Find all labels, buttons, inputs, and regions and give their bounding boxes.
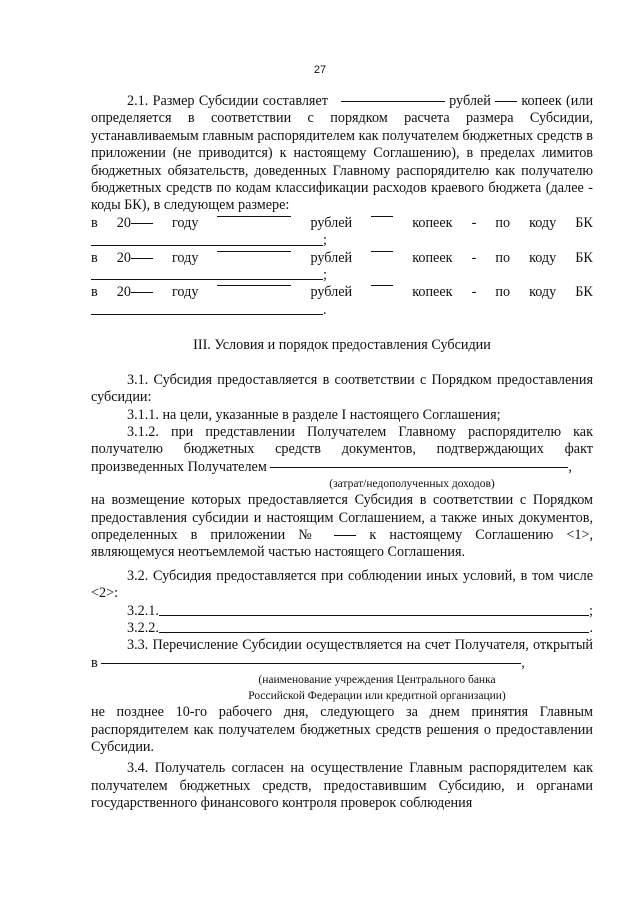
kop-blank[interactable] — [371, 215, 393, 217]
kop-label: копеек — [412, 284, 453, 301]
clause-end: , — [521, 654, 525, 671]
page-number: 27 — [313, 64, 327, 76]
v-label: в — [91, 249, 98, 266]
document-body — [91, 93, 593, 813]
year-blank[interactable] — [131, 291, 153, 293]
year-label: 20 — [116, 214, 131, 231]
bk-label: БК — [575, 214, 593, 231]
clause-label: 3.2.2. — [127, 619, 159, 636]
clause-3-3-after: не позднее 10-го рабочего дня, следующего за днем принятия Главным распорядителем как получателем бюджетных средств решения о предоставлении Субсидии. — [91, 704, 593, 755]
year-row-1 — [91, 215, 593, 250]
kop-blank[interactable] — [371, 284, 393, 286]
year-blank[interactable] — [131, 222, 153, 224]
clause-label: 3.2.1. — [127, 602, 159, 619]
bk-code-blank[interactable] — [91, 244, 323, 246]
dash: - — [471, 249, 477, 266]
bank-caption-1: (наименование учреждения Центрального банка — [258, 674, 496, 687]
bank-blank[interactable] — [101, 662, 521, 664]
year-blank[interactable] — [131, 257, 153, 259]
clause-2-1 — [91, 93, 593, 215]
costs-blank[interactable] — [270, 466, 568, 468]
v-label: в — [91, 284, 98, 301]
v-label: в — [91, 214, 98, 231]
po-label: по — [495, 284, 511, 301]
rub-label: рублей — [310, 214, 353, 231]
dash: - — [471, 214, 477, 231]
clause-3-4: 3.4. Получатель согласен на осуществление Главным распорядителем как получателем бюджетных средств, предоставившим Субсидию, и органами государственного финансового контроля проверок соблюдения — [91, 760, 593, 812]
bk-label: БК — [575, 249, 593, 266]
clause-3-1: 3.1. Субсидия предоставляется в соответствии с Порядком предоставления субсидии: — [91, 371, 593, 406]
clause-end: . — [589, 619, 593, 636]
clause-3-1-1: 3.1.1. на цели, указанные в разделе I настоящего Соглашения; — [127, 406, 501, 423]
condition-blank[interactable] — [159, 631, 590, 633]
clause-2-1-start: 2.1. Размер Субсидии составляет — [127, 93, 328, 109]
clause-3-2: 3.2. Субсидия предоставляется при соблюдении иных условий, в том числе <2>: — [91, 567, 593, 602]
clause-3-2-1 — [91, 603, 593, 620]
kop-label: копеек — [412, 214, 453, 231]
bank-caption-2: Российской Федерации или кредитной организации) — [248, 690, 506, 703]
costs-caption: (затрат/недополученных доходов) — [329, 478, 495, 491]
god-label: году — [171, 249, 199, 266]
bk-code-blank[interactable] — [91, 313, 323, 315]
appendix-number-blank[interactable] — [334, 534, 356, 536]
row-end: ; — [323, 232, 327, 249]
bk-code-blank[interactable] — [91, 278, 323, 280]
after-text-b: к настоящему Соглашению <1>, являющемуся неотъемлемой частью настоящего Соглашения. — [91, 526, 594, 561]
clause-3-1-2 — [91, 424, 593, 476]
clause-3-1-2-text: 3.1.2. при представлении Получателем Главному распорядителю как получателю бюджетных средств документов, подтверждающих факт произведенных Получателем — [91, 423, 593, 475]
kod-label: коду — [529, 214, 557, 231]
kop-label: копеек — [521, 93, 562, 109]
rub-label: рублей — [310, 249, 353, 266]
dash: - — [471, 284, 477, 301]
rub-label: рублей — [310, 284, 353, 301]
kop-label: копеек — [412, 249, 453, 266]
kop-blank[interactable] — [495, 100, 517, 102]
rub-blank[interactable] — [217, 215, 291, 217]
row-end: ; — [323, 267, 327, 284]
kop-blank[interactable] — [371, 250, 393, 252]
clause-3-3-text: 3.3. Перечисление Субсидии осуществляется на счет Получателя, открытый в — [91, 637, 593, 671]
clause-3-2-2 — [91, 620, 593, 637]
god-label: году — [171, 284, 199, 301]
row-end: . — [323, 301, 327, 318]
po-label: по — [495, 249, 511, 266]
rub-blank[interactable] — [217, 284, 291, 286]
year-label: 20 — [116, 249, 131, 266]
clause-end: , — [568, 458, 572, 475]
rub-blank[interactable] — [217, 250, 291, 252]
amount-blank[interactable] — [341, 100, 445, 102]
clause-2-1-rest: (или определяется в соответствии с порядком расчета размера Субсидии, устанавливаемым главным распорядителем как получателем бюджетных средств в приложении (не приводится) к настоящему Соглашению), в пределах лимитов бюджетных обязательств, доведенных Главному распорядителю как получателю бюджетных средств по кодам классификации расходов краевого бюджета (далее - коды БК), в следующем размере: — [91, 93, 594, 214]
god-label: году — [171, 214, 199, 231]
section-3-title: III. Условия и порядок предоставления Субсидии — [193, 337, 491, 354]
after-text-a: на возмещение которых предоставляется Субсидия в соответствии с Порядком предоставления субсидии и настоящим Соглашением, а также иных документов, определенных в приложении № — [91, 492, 593, 543]
rub-label: рублей — [449, 93, 491, 109]
clause-end: ; — [589, 602, 593, 619]
clause-3-1-2-after — [91, 492, 593, 562]
condition-blank[interactable] — [159, 614, 589, 616]
year-row-2 — [91, 250, 593, 285]
year-row-3 — [91, 284, 593, 319]
kod-label: коду — [529, 249, 557, 266]
po-label: по — [495, 214, 511, 231]
kod-label: коду — [529, 284, 557, 301]
bk-label: БК — [575, 284, 593, 301]
year-label: 20 — [116, 284, 131, 301]
clause-3-3 — [91, 637, 593, 672]
